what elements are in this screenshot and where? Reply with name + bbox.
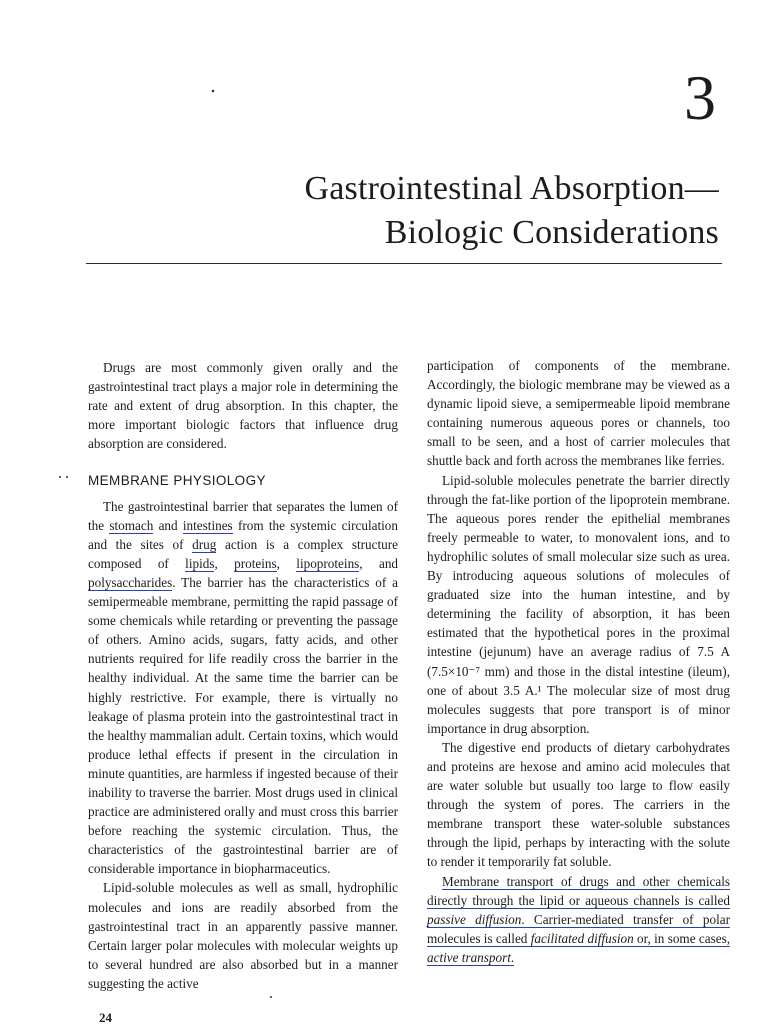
chapter-number: 3 [684,62,716,133]
underlined-proteins: proteins [234,555,277,571]
text-run: from the systemic circulation and the sites of [88,517,398,552]
scan-speck [212,90,215,93]
text-run: action is a complex structure composed of [88,536,398,571]
text-run: , [214,555,235,571]
term-passive-diffusion: passive diffusion [427,911,522,927]
text-run: and [153,517,183,533]
continued-paragraph: participation of components of the membrane. Accordingly, the biologic membrane may be viewed as a dynamic lipoid sieve, a semipermeable lipoid membrane containing numerous aqueous pores or channels, too small to be seen, and a host of carrier molecules that shuttle back and forth across the membranes like ferries. [427,358,730,469]
underlined-drug: drug [192,536,217,552]
underlined-lipoproteins: lipoproteins [296,555,360,571]
page-number: 24 [99,1010,112,1025]
underlined-polysaccharides: polysaccharides [88,574,173,590]
scan-speck [270,996,272,998]
text-run: , and [359,555,399,571]
underlined-intestines: intestines [182,517,233,533]
text-run: Membrane transport of drugs and other chemicals directly through the lipid or aqueous channels is called [427,873,730,908]
text-run: . [510,949,515,965]
term-facilitated-diffusion: facilitated diffusion [530,930,634,946]
membrane-paragraph-2: Lipid-soluble molecules as well as small, hydrophilic molecules and ions are readily absorbed from the gastrointestinal tract in an apparently passive manner. Certain larger polar molecules with molecular weights up to several hundred are also absorbed but in a manner suggesting the active [88,880,398,991]
text-run: . Carrier-mediated transfer of polar molecules is called [427,911,730,946]
chapter-title-line-1: Gastrointestinal Absorption— [304,170,719,207]
text-run: . The barrier has the characteristics of a semipermeable membrane, permitting the rapid passage of some chemicals while retarding or preventing the passage of others. Amino acids, sugars, fatty acids, and other nutrients required for life readily cross the barrier in the healthy individual. At the same time the barrier can be highly restrictive. For example, there is virtually no leakage of plasma protein into the gastrointestinal tract in the healthy mammalian adult. Certain toxins, which would produce lethal effects if present in the circulation in minute quantities, are harmless if ingested because of their inability to traverse the barrier. Most drugs used in clinical practice are administered orally and must cross this barrier before reaching the systemic circulation. Thus, the characteristics of the gastrointestinal barrier are of considerable importance in biopharmaceutics. [88,574,398,877]
underlined-lipids: lipids [185,555,215,571]
underlined-stomach: stomach [109,517,154,533]
term-active-transport: active transport [427,949,511,965]
intro-paragraph: Drugs are most commonly given orally and the gastrointestinal tract plays a major role in determining the rate and extent of drug absorption. In this chapter, the more important biologic factors that influence drug absorption are considered. [88,360,398,452]
text-run: , [276,555,297,571]
lipid-paragraph: Lipid-soluble molecules penetrate the barrier directly through the fat-like portion of the lipoprotein membrane. The aqueous pores render the epithelial membranes freely permeable to water, to monovalent ions, and to hydrophilic solutes of small molecular size such as urea. By introducing aqueous solutions of molecules of graduated size into the human intestine, and by determining the facility of absorption, it has been estimated that the hypothetical pores in the proximal intestine (jejunum) have an average radius of 7.5 A (7.5×10⁻⁷ mm) and those in the distal intestine (ileum), one of about 3.5 A.¹ The molecular size of most drug molecules suggests that pore transport is of minor importance in drug absorption. [427,472,730,736]
text-run: or, in some cases, [633,930,730,946]
chapter-title-line-2: Biologic Considerations [384,214,719,251]
digestive-paragraph: The digestive end products of dietary carbohydrates and proteins are hexose and amino acid molecules that are water soluble but usually too large to flow easily through the system of pores. The carriers in the membrane transport these water-soluble substances through the lipid, perhaps by interacting with the solute to render it temporarily fat soluble. [427,739,730,870]
section-heading: MEMBRANE PHYSIOLOGY [88,473,266,489]
scan-speck [59,476,61,478]
text-run: The gastrointestinal barrier that separates the lumen of the [88,498,398,533]
scan-speck [66,476,68,478]
